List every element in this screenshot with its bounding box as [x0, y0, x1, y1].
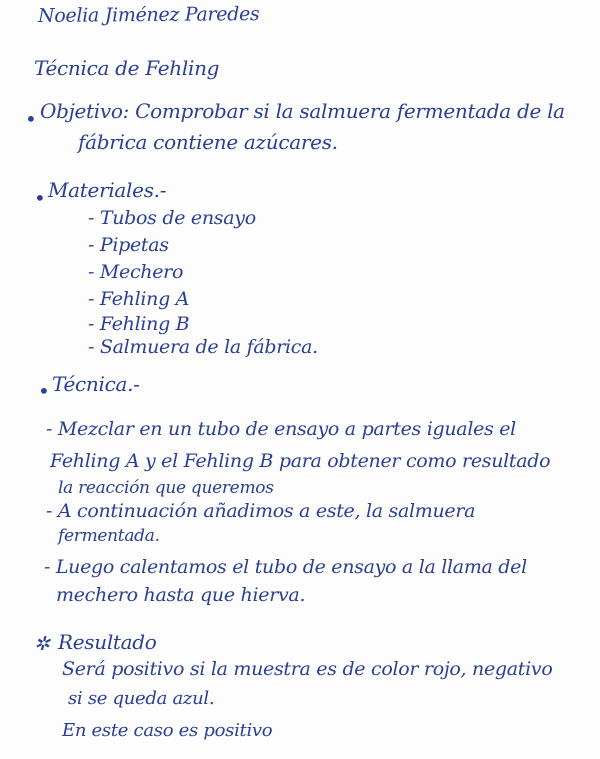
- author-name: Noelia Jiménez Paredes: [37, 3, 260, 27]
- resultado-line: En este caso es positivo: [62, 720, 273, 741]
- tecnica-line: Fehling A y el Fehling B para obtener como resultado: [50, 450, 551, 472]
- material-item: - Mechero: [88, 261, 184, 283]
- tecnica-line: - A continuación añadimos a este, la salmuera: [46, 500, 476, 522]
- tecnica-heading: Técnica.-: [52, 372, 140, 396]
- tecnica-line: la reacción que queremos: [58, 478, 274, 498]
- resultado-star-bullet: ✲: [34, 633, 50, 655]
- objetivo-line-1: Objetivo: Comprobar si la salmuera fermentada de la: [40, 99, 565, 123]
- material-item: - Salmuera de la fábrica.: [88, 336, 318, 358]
- material-item: - Pipetas: [88, 234, 169, 256]
- tecnica-line: - Mezclar en un tubo de ensayo a partes iguales el: [46, 418, 516, 440]
- resultado-line: Será positivo si la muestra es de color rojo, negativo: [62, 658, 553, 680]
- tecnica-bullet: •: [38, 379, 50, 403]
- tecnica-line: - Luego calentamos el tubo de ensayo a la llama del: [44, 556, 527, 578]
- page-title: Técnica de Fehling: [34, 56, 220, 80]
- material-item: - Fehling A: [88, 288, 190, 310]
- tecnica-line: fermentada.: [58, 526, 160, 546]
- material-item: - Tubos de ensayo: [88, 207, 256, 229]
- resultado-heading: Resultado: [58, 630, 157, 654]
- materiales-heading: Materiales.-: [48, 178, 167, 202]
- objetivo-line-2: fábrica contiene azúcares.: [78, 130, 338, 154]
- objetivo-bullet: •: [25, 107, 37, 131]
- resultado-line: si se queda azul.: [68, 688, 215, 709]
- material-item: - Fehling B: [88, 313, 190, 335]
- tecnica-line: mechero hasta que hierva.: [56, 584, 306, 606]
- materiales-bullet: •: [34, 186, 46, 210]
